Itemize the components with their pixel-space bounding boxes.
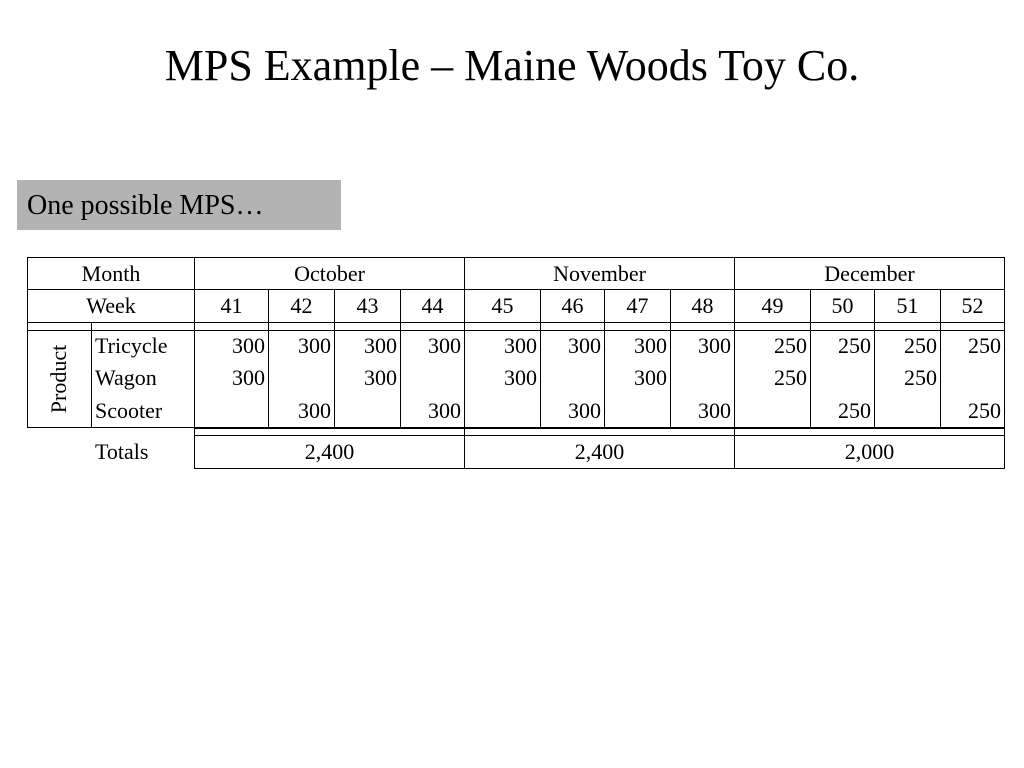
week-header: 47: [604, 289, 671, 323]
quantity-cell: [940, 362, 1004, 394]
quantity-cell: 300: [232, 365, 265, 391]
quantity-cell: 250: [968, 397, 1001, 423]
header-gap-column-rule: [604, 322, 605, 330]
totals-gap-rule: [734, 427, 735, 435]
header-gap-column-rule: [540, 322, 541, 330]
product-name: Wagon: [95, 365, 157, 391]
page-title: MPS Example – Maine Woods Toy Co.: [164, 41, 860, 90]
quantity-cell: 250: [904, 333, 937, 359]
totals-label: Totals: [95, 438, 149, 464]
quantity-cell: [268, 362, 334, 394]
quantity-cell: [604, 395, 670, 427]
quantity-cell: [194, 395, 268, 427]
quantity-cell: 300: [634, 365, 667, 391]
week-header: 51: [874, 289, 941, 323]
totals-gap-rule: [194, 427, 195, 435]
header-gap-column-rule: [194, 322, 195, 330]
header-gap-right-rule: [1004, 322, 1005, 330]
header-gap-column-rule: [940, 322, 941, 330]
quantity-cell: [874, 395, 940, 427]
product-name: Scooter: [95, 397, 163, 423]
quantity-cell: 300: [698, 333, 731, 359]
quantity-cell: 250: [838, 333, 871, 359]
quantity-cell: 250: [838, 397, 871, 423]
quantity-cell: [540, 362, 604, 394]
body-column-rule: [1004, 330, 1005, 427]
week-header: 52: [940, 289, 1005, 323]
quantity-cell: 250: [774, 365, 807, 391]
quantity-cell: 250: [774, 333, 807, 359]
quantity-cell: [334, 395, 400, 427]
quantity-cell: 300: [364, 365, 397, 391]
quantity-cell: 300: [298, 397, 331, 423]
month-total: 2,400: [464, 435, 735, 469]
quantity-cell: 300: [428, 333, 461, 359]
header-gap-column-rule: [268, 322, 269, 330]
week-header: 50: [810, 289, 875, 323]
header-gap-column-rule: [734, 322, 735, 330]
month-label-cell: Month: [27, 257, 195, 290]
header-gap-column-rule: [334, 322, 335, 330]
quantity-cell: 300: [428, 397, 461, 423]
header-gap-column-rule: [400, 322, 401, 330]
quantity-cell: 300: [298, 333, 331, 359]
header-gap-left-rule: [27, 322, 28, 330]
week-header: 44: [400, 289, 465, 323]
header-gap-column-rule: [670, 322, 671, 330]
callout-box: One possible MPS…: [17, 180, 341, 230]
totals-gap-rule: [1004, 427, 1005, 435]
quantity-cell: 300: [568, 333, 601, 359]
product-name: Tricycle: [95, 333, 168, 359]
month-total: 2,400: [194, 435, 465, 469]
week-header: 42: [268, 289, 335, 323]
totals-top-rule-a: [194, 428, 1005, 429]
quantity-cell: [670, 362, 734, 394]
week-header: 48: [670, 289, 735, 323]
week-header: 43: [334, 289, 401, 323]
header-gap-column-rule: [810, 322, 811, 330]
quantity-cell: 300: [698, 397, 731, 423]
header-gap-column-rule: [874, 322, 875, 330]
quantity-cell: 300: [568, 397, 601, 423]
quantity-cell: 300: [634, 333, 667, 359]
quantity-cell: 300: [232, 333, 265, 359]
quantity-cell: [464, 395, 540, 427]
quantity-cell: 250: [904, 365, 937, 391]
month-header: November: [464, 257, 735, 290]
quantity-cell: 300: [364, 333, 397, 359]
month-header: December: [734, 257, 1005, 290]
quantity-cell: 300: [504, 333, 537, 359]
header-gap-column-rule: [464, 322, 465, 330]
week-header: 49: [734, 289, 811, 323]
header-gap-product-rule: [91, 322, 92, 330]
quantity-cell: 300: [504, 365, 537, 391]
week-label-cell: Week: [27, 289, 195, 323]
product-group-label-text: Product: [46, 344, 72, 413]
week-header: 41: [194, 289, 269, 323]
quantity-cell: 250: [968, 333, 1001, 359]
quantity-cell: [734, 395, 810, 427]
month-total: 2,000: [734, 435, 1005, 469]
quantity-cell: [810, 362, 874, 394]
totals-gap-rule: [464, 427, 465, 435]
month-header: October: [194, 257, 465, 290]
product-group-label: [27, 330, 91, 427]
week-header: 46: [540, 289, 605, 323]
week-header: 45: [464, 289, 541, 323]
quantity-cell: [400, 362, 464, 394]
